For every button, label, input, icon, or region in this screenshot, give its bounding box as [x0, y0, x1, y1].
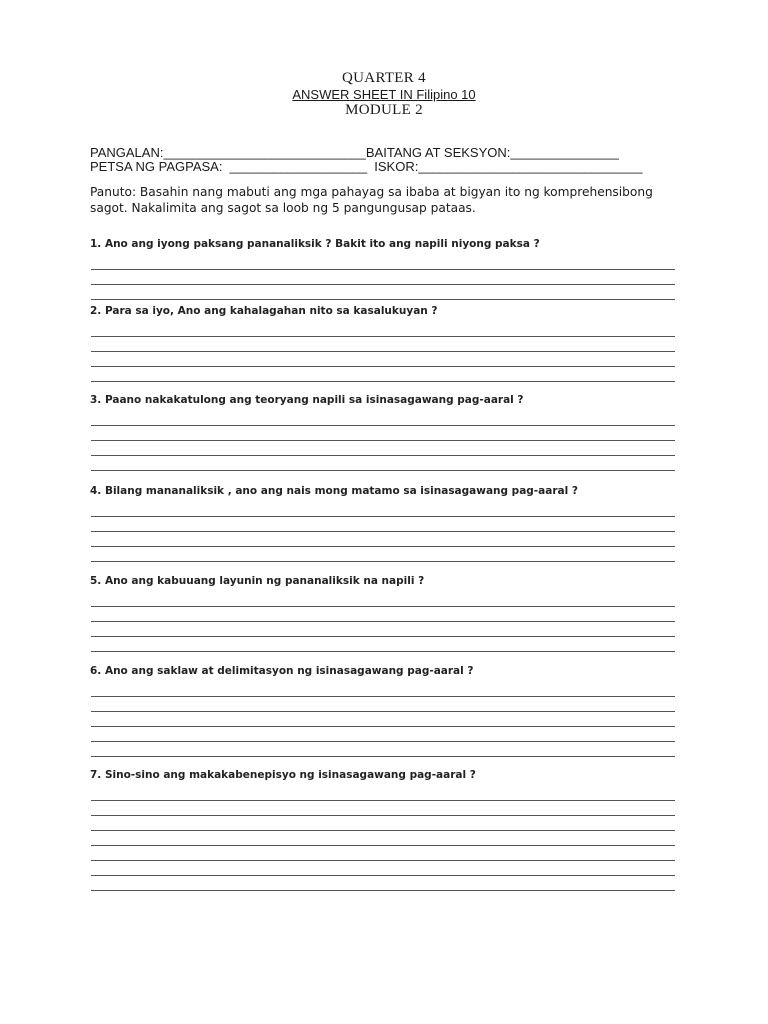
question-block-3	[90, 393, 690, 471]
question-text: 4. Bilang mananaliksik , ano ang nais mong matamo sa isinasagawang pag-aaral ?	[90, 485, 578, 497]
answer-line[interactable]	[91, 592, 675, 607]
answer-line[interactable]	[91, 801, 675, 816]
question-text: 7. Sino-sino ang makakabenepisyo ng isinasagawang pag-aaral ?	[90, 769, 476, 781]
answer-line[interactable]	[91, 532, 675, 547]
answer-line[interactable]	[91, 682, 675, 697]
quarter-title: QUARTER 4	[342, 70, 426, 86]
question-block-7	[90, 768, 690, 891]
answer-line[interactable]	[91, 426, 675, 441]
answer-line[interactable]	[91, 846, 675, 861]
answer-line[interactable]	[91, 727, 675, 742]
answer-line[interactable]	[91, 285, 675, 300]
answer-line[interactable]	[91, 786, 675, 801]
question-block-6	[90, 664, 690, 757]
answer-line[interactable]	[91, 322, 675, 337]
question-text: 1. Ano ang iyong paksang pananaliksik ? Bakit ito ang napili niyong paksa ?	[90, 238, 540, 250]
question-block-4	[90, 484, 690, 562]
answer-line[interactable]	[91, 547, 675, 562]
answer-line[interactable]	[91, 876, 675, 891]
answer-line[interactable]	[91, 816, 675, 831]
answer-line[interactable]	[91, 622, 675, 637]
answer-line[interactable]	[91, 831, 675, 846]
answer-line[interactable]	[91, 637, 675, 652]
question-block-1	[90, 237, 690, 300]
answer-line[interactable]	[91, 607, 675, 622]
question-text: 5. Ano ang kabuuang layunin ng pananaliksik na napili ?	[90, 575, 425, 587]
answer-line[interactable]	[91, 270, 675, 285]
answer-line[interactable]	[91, 352, 675, 367]
module-title: MODULE 2	[345, 102, 423, 118]
answer-line[interactable]	[91, 697, 675, 712]
question-text: 3. Paano nakakatulong ang teoryang napili sa isinasagawang pag-aaral ?	[90, 394, 524, 406]
answer-line[interactable]	[91, 861, 675, 876]
date-score-field-line[interactable]: PETSA NG PAGPASA: ___________________ ISKOR:_______________________________	[90, 159, 643, 174]
answer-sheet-title: ANSWER SHEET IN Filipino 10	[292, 87, 476, 102]
answer-line[interactable]	[91, 742, 675, 757]
question-block-5	[90, 574, 690, 652]
question-block-2	[90, 304, 690, 382]
name-section-field-line[interactable]: PANGALAN:____________________________BAITANG AT SEKSYON:_______________	[90, 145, 619, 160]
answer-line[interactable]	[91, 502, 675, 517]
answer-line[interactable]	[91, 517, 675, 532]
answer-line[interactable]	[91, 411, 675, 426]
question-text: 2. Para sa iyo, Ano ang kahalagahan nito sa kasalukuyan ?	[90, 305, 438, 317]
answer-line[interactable]	[91, 255, 675, 270]
instructions-text: Panuto: Basahin nang mabuti ang mga pahayag sa ibaba at bigyan ito ng komprehensibong sagot. Nakalimita ang sagot sa loob ng 5 pangungusap pataas.	[90, 185, 653, 215]
answer-line[interactable]	[91, 337, 675, 352]
question-text: 6. Ano ang saklaw at delimitasyon ng isinasagawang pag-aaral ?	[90, 665, 474, 677]
answer-line[interactable]	[91, 456, 675, 471]
answer-line[interactable]	[91, 367, 675, 382]
answer-line[interactable]	[91, 712, 675, 727]
answer-line[interactable]	[91, 441, 675, 456]
